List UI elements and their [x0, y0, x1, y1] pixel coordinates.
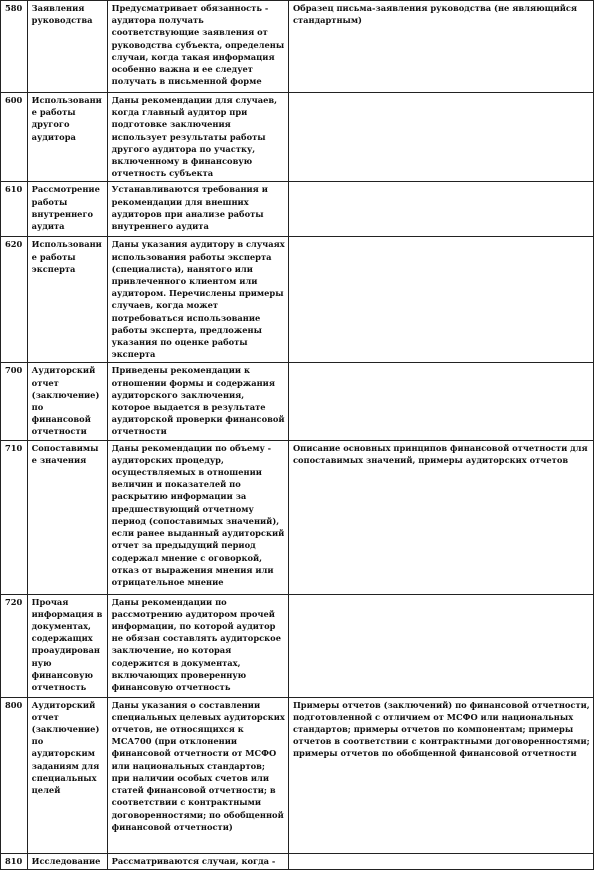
standard-name: Исследование	[27, 853, 107, 869]
table-row	[1, 237, 594, 363]
table-row	[1, 853, 594, 869]
standard-code: 720	[1, 594, 28, 697]
standard-code: 700	[1, 363, 28, 440]
table-row	[1, 363, 594, 440]
standard-name: Аудиторский отчет (заключение) по финансовой отчетности	[27, 363, 107, 440]
standard-code: 800	[1, 697, 28, 853]
standard-code: 580	[1, 1, 28, 93]
standard-code: 810	[1, 853, 28, 869]
standard-name: Сопоставимые значения	[27, 440, 107, 594]
table-row	[1, 697, 594, 853]
standard-code: 620	[1, 237, 28, 363]
standard-appendix: Примеры отчетов (заключений) по финансовой отчетности, подготовленной с отличием от МСФО или национальных стандартов; примеры отчетов по компонентам; примеры отчетов в соответствии с контрактными договоренностями; примеры отчетов по обобщенной финансовой отчетности	[288, 697, 593, 853]
standard-appendix	[288, 182, 593, 237]
standard-name: Аудиторский отчет (заключение) по аудиторским заданиям для специальных целей	[27, 697, 107, 853]
table-row	[1, 440, 594, 594]
standard-description: Приведены рекомендации к отношении формы и содержания аудиторского заключения, которое выдается в результате аудиторской проверки финансовой отчетности	[107, 363, 288, 440]
standard-name: Использование работы эксперта	[27, 237, 107, 363]
standard-description: Даны рекомендации по рассмотрению аудитором прочей информации, по которой аудитор не обязан составлять аудиторское заключение, но которая содержится в документах, включающих проверенную финансовую отчетность	[107, 594, 288, 697]
table-row	[1, 1, 594, 93]
standard-description: Даны рекомендации по объему - аудиторских процедур, осуществляемых в отношении величин и показателей по раскрытию информации за предшествующий отчетному период (сопоставимых значений), если ранее выданный аудиторский отчет за предыдущий период содержал мнение с оговоркой, отказ от выражения мнения или отрицательное мнение	[107, 440, 288, 594]
standard-description: Устанавливаются требования и рекомендации для внешних аудиторов при анализе работы внутреннего аудита	[107, 182, 288, 237]
standard-description: Даны указания о составлении специальных целевых аудиторских отчетов, не относящихся к МСА700 (при отклонении финансовой отчетности от МСФО или национальных стандартов; при наличии особых счетов или статей финансовой отчетности; в соответствии с контрактными договоренностями; по обобщенной финансовой отчетности)	[107, 697, 288, 853]
standard-appendix	[288, 237, 593, 363]
standard-description: Даны рекомендации для случаев, когда главный аудитор при подготовке заключения использует результаты работы другого аудитора по участку, включенному в финансовую отчетность субъекта	[107, 93, 288, 182]
standard-code: 600	[1, 93, 28, 182]
standard-description: Рассматриваются случаи, когда -	[107, 853, 288, 869]
standard-appendix	[288, 363, 593, 440]
standard-code: 610	[1, 182, 28, 237]
standard-name: Заявления руководства	[27, 1, 107, 93]
standard-appendix: Образец письма-заявления руководства (не являющийся стандартным)	[288, 1, 593, 93]
standard-appendix: Описание основных принципов финансовой отчетности для сопоставимых значений, примеры аудиторских отчетов	[288, 440, 593, 594]
standard-description: Предусматривает обязанность - аудитора получать соответствующие заявления от руководства субъекта, определены случаи, когда такая информация особенно важна и ее следует получать в письменной форме	[107, 1, 288, 93]
standard-appendix	[288, 93, 593, 182]
standards-table-body	[1, 1, 594, 870]
table-row	[1, 182, 594, 237]
standard-appendix	[288, 594, 593, 697]
standard-name: Использование работы другого аудитора	[27, 93, 107, 182]
standard-description: Даны указания аудитору в случаях использования работы эксперта (специалиста), нанятого или привлеченного клиентом или аудитором. Перечислены примеры случаев, когда может потребоваться использование работы эксперта, предложены указания по оценке работы эксперта	[107, 237, 288, 363]
standard-name: Рассмотрение работы внутреннего аудита	[27, 182, 107, 237]
standard-code: 710	[1, 440, 28, 594]
table-row	[1, 93, 594, 182]
standard-name: Прочая информация в документах, содержащих проаудированную финансовую отчетность	[27, 594, 107, 697]
standard-appendix	[288, 853, 593, 869]
table-row	[1, 594, 594, 697]
